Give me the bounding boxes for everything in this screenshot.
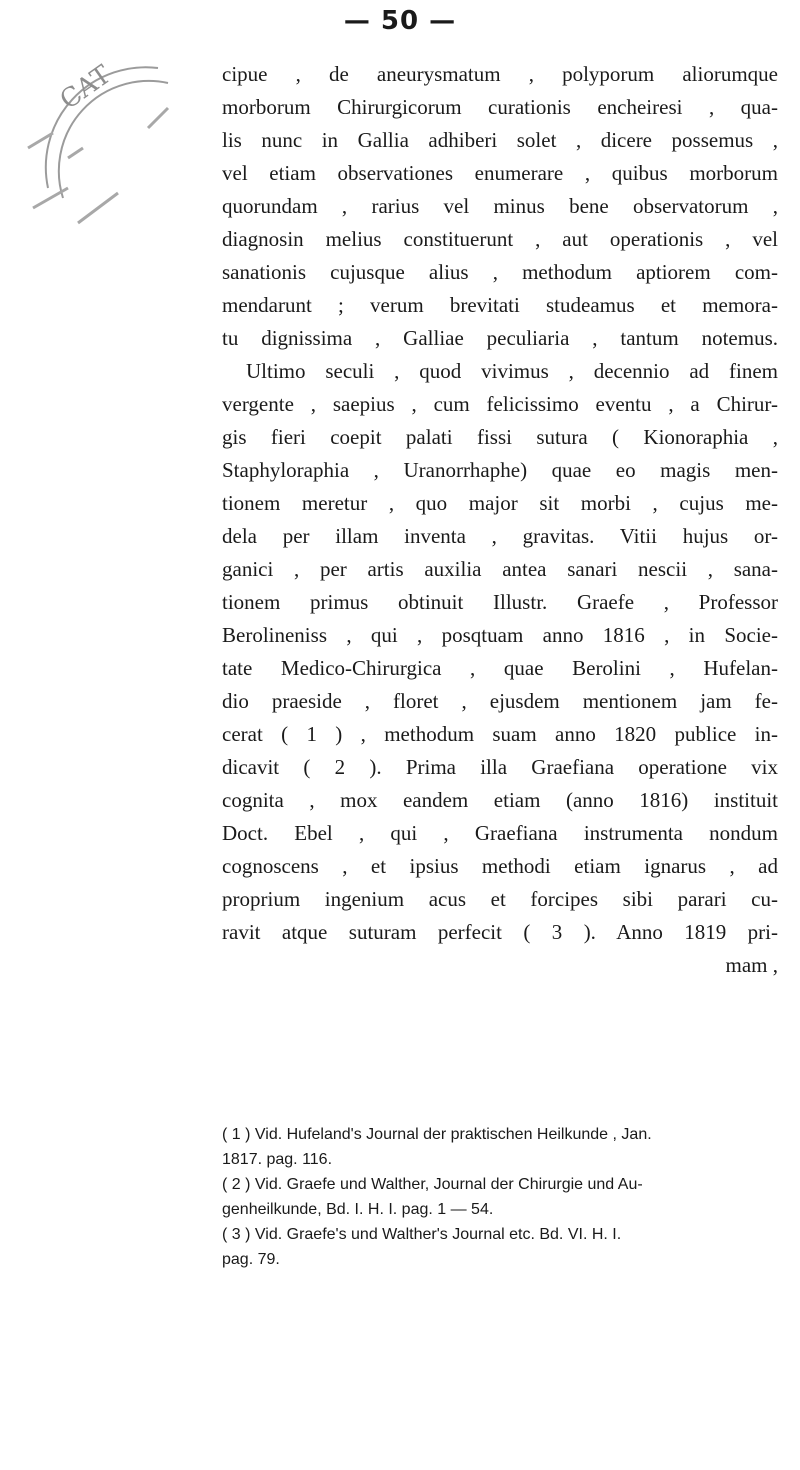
footnotes (222, 1122, 778, 1272)
text-line: tu dignissima , Galliae peculiaria , tantum notemus. (222, 326, 778, 350)
text-line: tate Medico-Chirurgica , quae Berolini , Hufelan- (222, 656, 778, 680)
library-stamp (8, 48, 208, 248)
footnote-line: pag. 79. (222, 1251, 280, 1268)
text-line: cipue , de aneurysmatum , polyporum aliorumque (222, 62, 778, 86)
text-line: dela per illam inventa , gravitas. Vitii hujus or- (222, 524, 778, 548)
text-line: Doct. Ebel , qui , Graefiana instrumenta nondum (222, 821, 778, 845)
page-number: — 50 — (343, 6, 457, 36)
footnote-line: 1817. pag. 116. (222, 1151, 333, 1168)
text-line: dicavit ( 2 ). Prima illa Graefiana operatione vix (222, 755, 778, 779)
text-line: tionem meretur , quo major sit morbi , cujus me- (222, 491, 778, 515)
text-line: sanationis cujusque alius , methodum aptiorem com- (222, 260, 778, 284)
text-line: gis fieri coepit palati fissi sutura ( Kionoraphia , (222, 425, 778, 449)
text-line: cognoscens , et ipsius methodi etiam ignarus , ad (222, 854, 778, 878)
text-line: Ultimo seculi , quod vivimus , decennio ad finem (246, 359, 778, 383)
text-line: proprium ingenium acus et forcipes sibi parari cu- (222, 887, 778, 911)
footnote-line: ( 3 ) Vid. Graefe's und Walther's Journal etc. Bd. VI. H. I. (222, 1226, 622, 1243)
text-line: Staphyloraphia , Uranorrhaphe) quae eo magis men- (222, 458, 778, 482)
text-line: mendarunt ; verum brevitati studeamus et memora- (222, 293, 778, 317)
text-line: mam , (725, 953, 778, 977)
text-line: morborum Chirurgicorum curationis encheiresi , qua- (222, 95, 778, 119)
text-line: quorundam , rarius vel minus bene observatorum , (222, 194, 778, 218)
text-line: tionem primus obtinuit Illustr. Graefe , Professor (222, 590, 778, 614)
text-line: vel etiam observationes enumerare , quibus morborum (222, 161, 778, 185)
text-line: Berolineniss , qui , posqtuam anno 1816 , in Socie- (222, 623, 778, 647)
text-line: lis nunc in Gallia adhiberi solet , dicere possemus , (222, 128, 778, 152)
text-line: cerat ( 1 ) , methodum suam anno 1820 publice in- (222, 722, 778, 746)
footnote-line: ( 1 ) Vid. Hufeland's Journal der praktischen Heilkunde , Jan. (222, 1126, 652, 1143)
footnote-line: genheilkunde, Bd. I. H. I. pag. 1 — 54. (222, 1201, 494, 1218)
stamp-text: CAT (54, 59, 117, 116)
text-line: ravit atque suturam perfecit ( 3 ). Anno 1819 pri- (222, 920, 778, 944)
body-text (222, 58, 778, 982)
text-line: cognita , mox eandem etiam (anno 1816) instituit (222, 788, 778, 812)
text-line: vergente , saepius , cum felicissimo eventu , a Chirur- (222, 392, 778, 416)
footnote-line: ( 2 ) Vid. Graefe und Walther, Journal der Chirurgie und Au- (222, 1176, 643, 1193)
text-line: ganici , per artis auxilia antea sanari nescii , sana- (222, 557, 778, 581)
text-line: diagnosin melius constituerunt , aut operationis , vel (222, 227, 778, 251)
text-line: dio praeside , floret , ejusdem mentionem jam fe- (222, 689, 778, 713)
